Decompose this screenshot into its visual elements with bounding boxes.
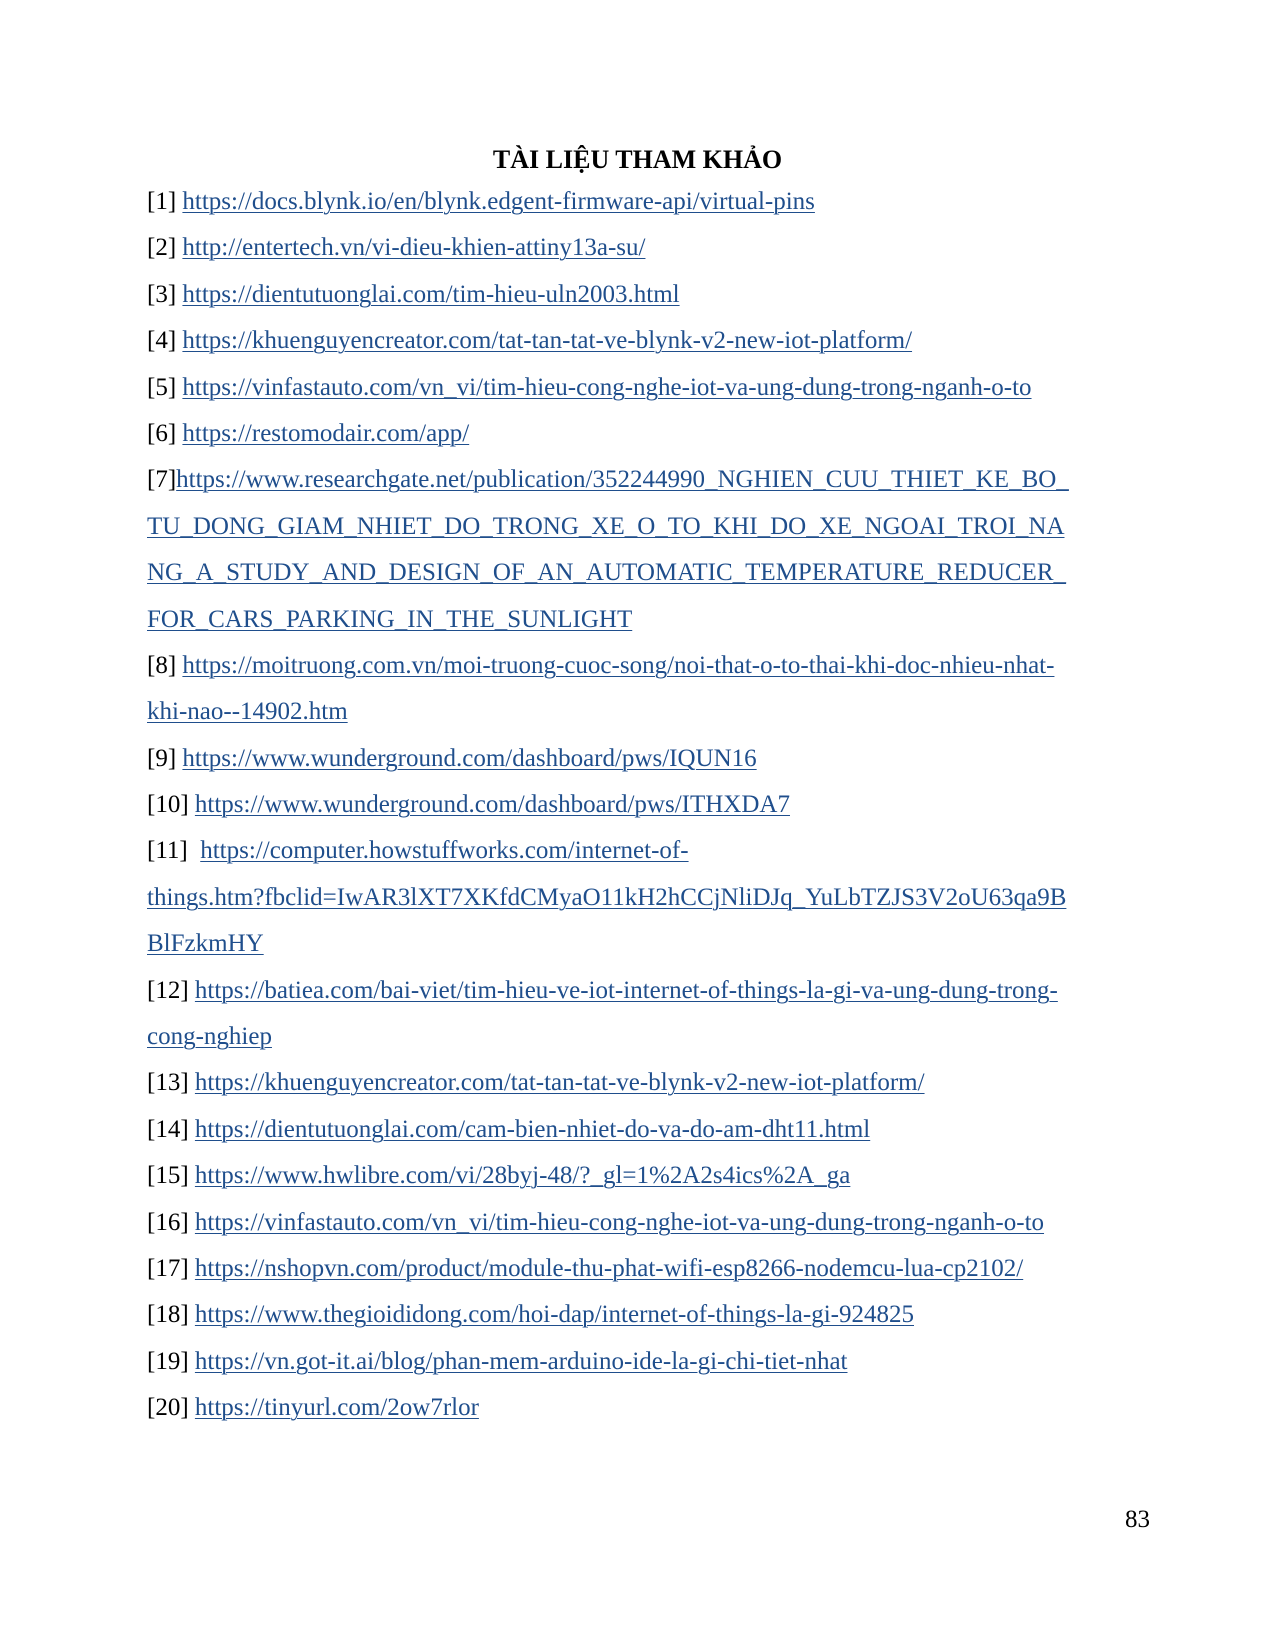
reference-link[interactable]: https://www.wunderground.com/dashboard/pws/IQUN16	[182, 744, 757, 772]
reference-link[interactable]: https://tinyurl.com/2ow7rlor	[194, 1394, 479, 1422]
reference-number: [6]	[147, 419, 177, 447]
reference-link[interactable]: https://vn.got-it.ai/blog/phan-mem-arduino-ide-la-gi-chi-tiet-nhat	[194, 1347, 848, 1375]
reference-item-11-continuation	[147, 928, 1142, 974]
reference-item-7-continuation	[147, 511, 1142, 557]
reference-link-continuation[interactable]: things.htm?fbclid=IwAR3lXT7XKfdCMyaO11kH2hCCjNliDJq_YuLbTZJS3V2oU63qa9B	[147, 883, 1067, 911]
reference-number: [12]	[147, 976, 189, 1004]
reference-link[interactable]: https://dientutuonglai.com/tim-hieu-uln2003.html	[182, 280, 680, 308]
reference-number: [9]	[147, 744, 177, 772]
reference-item-10	[147, 789, 1142, 835]
reference-item-11	[147, 835, 1142, 881]
reference-item-8	[147, 650, 1142, 696]
reference-item-13	[147, 1067, 1142, 1113]
reference-item-1	[147, 186, 1142, 232]
reference-item-12-continuation	[147, 1021, 1142, 1067]
reference-link[interactable]: https://www.hwlibre.com/vi/28byj-48/?_gl=1%2A2s4ics%2A_ga	[194, 1162, 851, 1190]
reference-number: [18]	[147, 1301, 189, 1329]
reference-link[interactable]: https://khuenguyencreator.com/tat-tan-tat-ve-blynk-v2-new-iot-platform/	[182, 327, 913, 355]
reference-item-3	[147, 279, 1142, 325]
reference-item-16	[147, 1207, 1142, 1253]
reference-number: [2]	[147, 234, 177, 262]
reference-link-continuation[interactable]: cong-nghiep	[147, 1023, 272, 1051]
reference-item-5	[147, 372, 1142, 418]
reference-number: [16]	[147, 1208, 189, 1236]
reference-number: [1]	[147, 188, 177, 215]
reference-item-12	[147, 975, 1142, 1021]
reference-link[interactable]: https://www.thegioididong.com/hoi-dap/internet-of-things-la-gi-924825	[194, 1301, 914, 1329]
reference-link-continuation[interactable]: BlFzkmHY	[147, 930, 264, 958]
reference-number: [11]	[147, 837, 188, 865]
reference-number: [17]	[147, 1254, 189, 1282]
reference-item-19	[147, 1346, 1142, 1392]
reference-item-9	[147, 743, 1142, 789]
reference-item-14	[147, 1114, 1142, 1160]
reference-number: [8]	[147, 651, 177, 679]
reference-link-continuation[interactable]: FOR_CARS_PARKING_IN_THE_SUNLIGHT	[147, 605, 633, 633]
reference-number: [15]	[147, 1162, 189, 1190]
page-title: TÀI LIỆU THAM KHẢO	[492, 145, 783, 174]
reference-number: [4]	[147, 327, 177, 355]
reference-number: [10]	[147, 791, 189, 819]
reference-item-18	[147, 1299, 1142, 1345]
reference-item-7	[147, 464, 1142, 510]
reference-link[interactable]: https://restomodair.com/app/	[182, 419, 470, 447]
reference-link[interactable]: https://vinfastauto.com/vn_vi/tim-hieu-cong-nghe-iot-va-ung-dung-trong-nganh-o-to	[182, 373, 1032, 401]
reference-link[interactable]: https://nshopvn.com/product/module-thu-phat-wifi-esp8266-nodemcu-lua-cp2102/	[194, 1254, 1024, 1282]
reference-item-17	[147, 1253, 1142, 1299]
reference-list	[147, 186, 1142, 1439]
reference-item-7-continuation	[147, 557, 1142, 603]
reference-link[interactable]: https://www.researchgate.net/publication/352244990_NGHIEN_CUU_THIET_KE_BO_	[176, 466, 1069, 494]
reference-number: [20]	[147, 1394, 189, 1422]
reference-link[interactable]: https://dientutuonglai.com/cam-bien-nhiet-do-va-do-am-dht11.html	[194, 1115, 871, 1143]
reference-link-continuation[interactable]: NG_A_STUDY_AND_DESIGN_OF_AN_AUTOMATIC_TEMPERATURE_REDUCER_	[147, 559, 1067, 587]
reference-link[interactable]: https://khuenguyencreator.com/tat-tan-tat-ve-blynk-v2-new-iot-platform/	[194, 1069, 925, 1097]
reference-link[interactable]: https://moitruong.com.vn/moi-truong-cuoc-song/noi-that-o-to-thai-khi-doc-nhieu-nhat-	[182, 651, 1055, 679]
page-number: 83	[1125, 1506, 1150, 1533]
reference-number: [14]	[147, 1115, 189, 1143]
reference-item-6	[147, 418, 1142, 464]
reference-item-8-continuation	[147, 696, 1142, 742]
reference-item-4	[147, 325, 1142, 371]
reference-item-15	[147, 1160, 1142, 1206]
reference-item-11-continuation	[147, 882, 1142, 928]
reference-link-continuation[interactable]: TU_DONG_GIAM_NHIET_DO_TRONG_XE_O_TO_KHI_DO_XE_NGOAI_TROI_NA	[147, 512, 1065, 540]
reference-link[interactable]: https://vinfastauto.com/vn_vi/tim-hieu-cong-nghe-iot-va-ung-dung-trong-nganh-o-to	[194, 1208, 1045, 1236]
reference-link[interactable]: http://entertech.vn/vi-dieu-khien-attiny13a-su/	[182, 234, 646, 262]
reference-number: [13]	[147, 1069, 189, 1097]
reference-item-20	[147, 1392, 1142, 1438]
reference-item-2	[147, 232, 1142, 278]
reference-number: [3]	[147, 280, 177, 308]
reference-link-continuation[interactable]: khi-nao--14902.htm	[147, 698, 348, 726]
reference-item-7-continuation	[147, 604, 1142, 650]
reference-number: [7]	[147, 466, 177, 494]
reference-link[interactable]: https://batiea.com/bai-viet/tim-hieu-ve-iot-internet-of-things-la-gi-va-ung-dung-trong-	[194, 976, 1058, 1004]
reference-link[interactable]: https://www.wunderground.com/dashboard/pws/ITHXDA7	[194, 791, 790, 819]
reference-number: [19]	[147, 1347, 189, 1375]
reference-number: [5]	[147, 373, 177, 401]
reference-link[interactable]: https://docs.blynk.io/en/blynk.edgent-firmware-api/virtual-pins	[182, 188, 815, 215]
reference-link[interactable]: https://computer.howstuffworks.com/internet-of-	[200, 837, 689, 865]
